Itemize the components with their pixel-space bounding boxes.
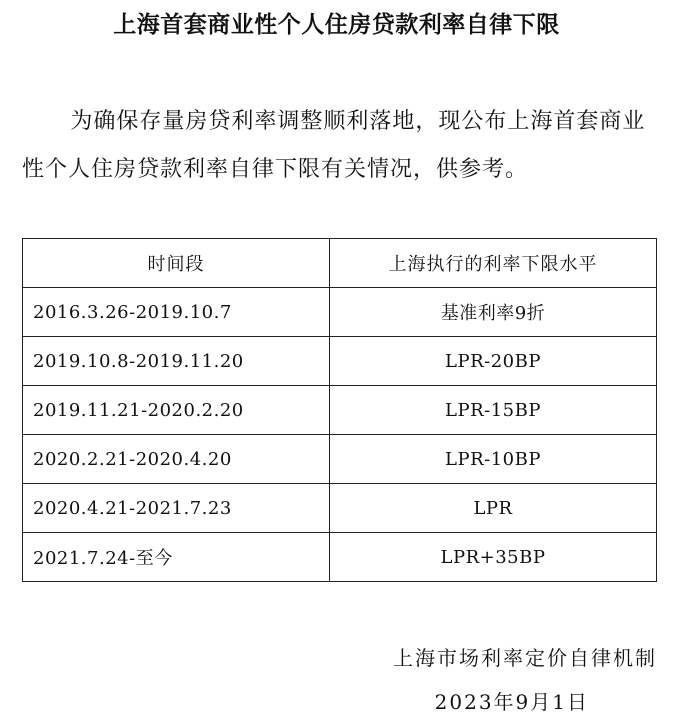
rate-floor-cell: LPR-20BP — [330, 337, 657, 386]
header-rate-floor: 上海执行的利率下限水平 — [330, 239, 657, 288]
period-cell: 2020.4.21-2021.7.23 — [23, 484, 330, 533]
table-row — [23, 484, 657, 533]
table-row — [23, 386, 657, 435]
table-row — [23, 533, 657, 582]
header-period: 时间段 — [23, 239, 330, 288]
rate-floor-cell: LPR — [330, 484, 657, 533]
table-row — [23, 435, 657, 484]
period-cell: 2019.10.8-2019.11.20 — [23, 337, 330, 386]
rate-floor-cell: LPR+35BP — [330, 533, 657, 582]
period-cell: 2016.3.26-2019.10.7 — [23, 288, 330, 337]
issuer-signature: 上海市场利率定价自律机制 — [393, 646, 657, 670]
document-title: 上海首套商业性个人住房贷款利率自律下限 — [113, 12, 560, 38]
period-cell: 2021.7.24-至今 — [23, 533, 330, 582]
period-cell: 2019.11.21-2020.2.20 — [23, 386, 330, 435]
issue-date: 2023年9月1日 — [434, 690, 589, 714]
table-header-row — [23, 239, 657, 288]
rate-floor-cell: LPR-10BP — [330, 435, 657, 484]
intro-paragraph: 为确保存量房贷利率调整顺利落地，现公布上海首套商业性个人住房贷款利率自律下限有关情况，供参考。 — [22, 109, 646, 182]
table-row — [23, 288, 657, 337]
rate-floor-cell: LPR-15BP — [330, 386, 657, 435]
rate-floor-table — [22, 238, 657, 582]
table-row — [23, 337, 657, 386]
rate-floor-cell: 基准利率9折 — [330, 288, 657, 337]
period-cell: 2020.2.21-2020.4.20 — [23, 435, 330, 484]
